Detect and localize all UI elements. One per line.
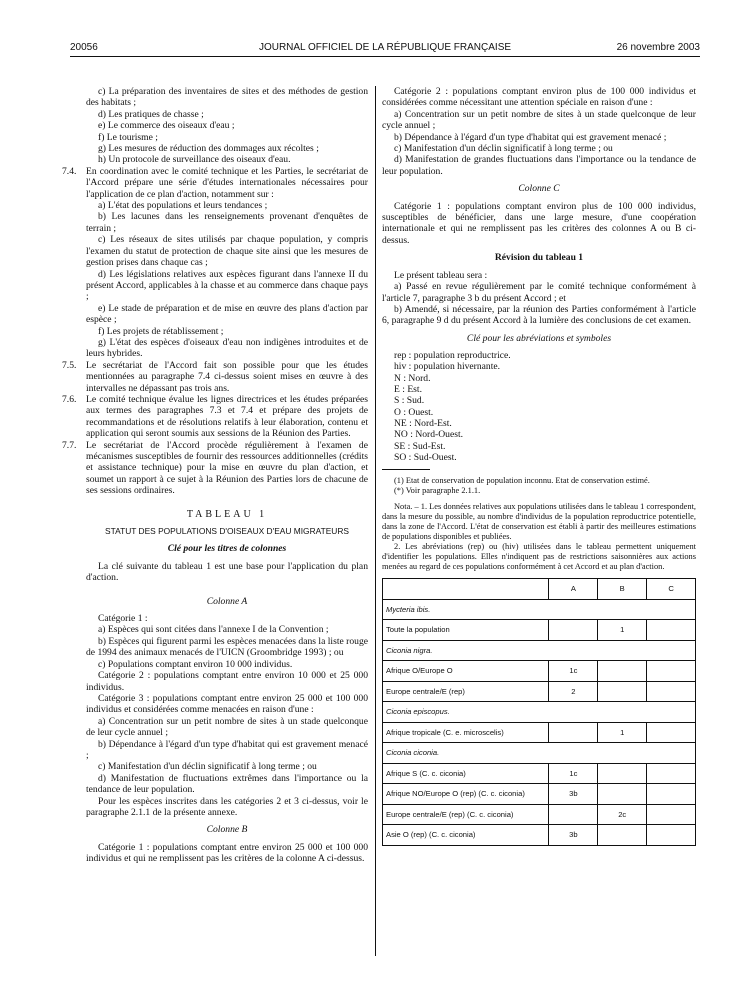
list-item: d) Manifestation de grandes fluctuations dans l'importance ou la tendance de leur population. xyxy=(382,154,696,177)
list-item: g) L'état des espèces d'oiseaux d'eau non indigènes introduites et de leurs hybrides. xyxy=(86,336,368,360)
column-heading: Colonne B xyxy=(206,824,248,836)
list-item: c) Populations comptant environ 10 000 individus. xyxy=(98,658,293,670)
list-item: S : Sud. xyxy=(394,395,425,407)
section-number: 7.7. xyxy=(62,439,77,451)
list-item: b) Dépendance à l'égard d'un type d'habitat qui est gravement menacé ; xyxy=(394,131,667,143)
cell-c xyxy=(647,722,696,743)
species-row xyxy=(383,702,696,723)
cell-c xyxy=(647,763,696,784)
paragraph: Le présent tableau sera : xyxy=(394,269,488,281)
list-item: b) Dépendance à l'égard d'un type d'habitat qui est gravement menacé ; xyxy=(86,738,368,761)
section-7-5 xyxy=(62,359,368,394)
row-label: Afrique tropicale (C. e. microscelis) xyxy=(383,722,549,743)
table-row xyxy=(383,681,696,702)
row-label: Afrique S (C. c. ciconia) xyxy=(383,763,549,784)
cell-c xyxy=(647,681,696,702)
list-item: c) Manifestation d'un déclin significatif à long terme ; ou xyxy=(98,761,317,773)
list-item: b) Espèces qui figurent parmi les espèces menacées dans la liste rouge de 1994 des animaux menacés de l'UICN (Groombridge 1993) ; ou xyxy=(86,635,368,659)
section-text: Le secrétariat de l'Accord procède régulièrement à l'examen de mécanismes susceptibles de fournir des ressources additionnelles (crédits et assistance technique) pour la mise en œuvre du plan d'action, et soumet un rapport à ce sujet à la Réunion des Parties lors de chacune de ses sessions ordinaires. xyxy=(86,439,368,497)
table-row xyxy=(383,825,696,846)
row-label: Asie O (rep) (C. c. ciconia) xyxy=(383,825,549,846)
section-heading: Clé pour les titres de colonnes xyxy=(167,543,287,555)
list-item: O : Ouest. xyxy=(394,406,434,418)
paragraph: Catégorie 2 : populations comptant entre environ 10 000 et 25 000 individus. xyxy=(86,670,368,693)
paragraph: La clé suivante du tableau 1 est une base pour l'application du plan d'action. xyxy=(86,560,368,584)
list-item: rep : population reproductrice. xyxy=(394,350,511,362)
left-column xyxy=(62,86,368,865)
cell-c xyxy=(647,825,696,846)
right-column xyxy=(382,86,696,846)
row-label: Mycteria ibis. xyxy=(383,599,696,620)
section-heading: Clé pour les abréviations et symboles xyxy=(466,332,612,344)
cell-a: 2 xyxy=(549,681,598,702)
section-7-7 xyxy=(62,439,368,497)
cell-c xyxy=(647,620,696,641)
cell-a xyxy=(549,620,598,641)
footnote: (1) Etat de conservation de population inconnu. Etat de conservation estimé. xyxy=(394,476,650,486)
cell-a: 3b xyxy=(549,825,598,846)
species-row xyxy=(383,599,696,620)
header-cell-b: B xyxy=(598,579,647,600)
list-item: h) Un protocole de surveillance des oiseaux d'eau. xyxy=(98,154,291,166)
cell-a xyxy=(549,722,598,743)
column-heading: Colonne A xyxy=(206,595,248,607)
section-heading: Révision du tableau 1 xyxy=(494,252,584,264)
cell-b xyxy=(598,681,647,702)
row-label: Europe centrale/E (rep) (C. c. ciconia) xyxy=(383,804,549,825)
header-rule xyxy=(70,56,700,57)
list-item: SO : Sud-Ouest. xyxy=(394,451,457,463)
section-text: Le comité technique évalue les lignes directrices et les études préparées aux termes des paragraphes 7.3 et 7.4 et prépare des projets de recommandations et de résolutions relatifs à leur élaboration, contenu et application qui seront soumis aux sessions de la Réunion des Parties. xyxy=(86,393,368,440)
table-row xyxy=(383,722,696,743)
section-number: 7.5. xyxy=(62,359,77,371)
list-item: f) Les projets de rétablissement ; xyxy=(98,325,224,337)
cell-c xyxy=(647,661,696,682)
section-7-4 xyxy=(62,165,368,200)
list-item: g) Les mesures de réduction des dommages aux récoltes ; xyxy=(98,143,319,155)
list-item: a) Passé en revue régulièrement par le comité technique conformément à l'article 7, paragraphe 3 b du présent Accord ; et xyxy=(382,281,696,304)
publication-date: 26 novembre 2003 xyxy=(616,42,700,53)
cell-a: 1c xyxy=(549,661,598,682)
paragraph: Catégorie 3 : populations comptant entre environ 25 000 et 100 000 individus et considérées comme menacées en raison d'une : xyxy=(86,692,368,716)
species-row xyxy=(383,743,696,764)
note: 2. Les abréviations (rep) ou (hiv) utilisées dans le tableau permettent uniquement d'identifier les populations. Elles n'indiquent pas de restrictions saisonnières aux actions menées au regard de ces populations conformément à cet Accord et au plan d'action. xyxy=(382,542,696,572)
cell-c xyxy=(647,784,696,805)
cell-b xyxy=(598,661,647,682)
list-item: a) L'état des populations et leurs tendances ; xyxy=(98,200,268,212)
list-item: e) Le commerce des oiseaux d'eau ; xyxy=(98,120,235,132)
list-item: d) Les pratiques de chasse ; xyxy=(98,108,204,120)
table-header-row xyxy=(383,579,696,600)
journal-title: JOURNAL OFFICIEL DE LA RÉPUBLIQUE FRANÇAISE xyxy=(258,42,512,53)
footnote: (*) Voir paragraphe 2.1.1. xyxy=(394,486,481,496)
paragraph: Pour les espèces inscrites dans les catégories 2 et 3 ci-dessus, voir le paragraphe 2.1.1 de la présente annexe. xyxy=(86,795,368,818)
paragraph: Catégorie 1 : populations comptant entre environ 25 000 et 100 000 individus et qui ne remplissent pas les critères de la colonne A ci-dessus. xyxy=(86,841,368,865)
abbreviation-list xyxy=(382,350,696,463)
column-heading: Colonne C xyxy=(518,183,560,195)
cell-b: 1 xyxy=(598,620,647,641)
table-row xyxy=(383,620,696,641)
list-item: a) Concentration sur un petit nombre de sites à un stade quelconque de leur cycle annuel ; xyxy=(86,715,368,739)
list-item: E : Est. xyxy=(394,384,422,396)
cell-b: 1 xyxy=(598,722,647,743)
list-item: NE : Nord-Est. xyxy=(394,417,452,429)
table-row xyxy=(383,763,696,784)
cell-a: 3b xyxy=(549,784,598,805)
footnote-rule xyxy=(382,469,430,470)
section-text: Le secrétariat de l'Accord fait son possible pour que les études mentionnées au paragraphe 7.4 ci-dessus soient mises en œuvre à des intervalles ne dépassant pas trois ans. xyxy=(86,359,368,394)
row-label: Ciconia episcopus. xyxy=(383,702,696,723)
row-label: Toute la population xyxy=(383,620,549,641)
footnotes xyxy=(382,476,696,572)
list-item: c) La préparation des inventaires de sites et des méthodes de gestion des habitats ; xyxy=(86,86,368,109)
section-number: 7.4. xyxy=(62,165,77,177)
paragraph: Catégorie 2 : populations comptant environ plus de 100 000 individus et considérées comme nécessitant une attention spéciale en raison d'une : xyxy=(382,86,696,109)
tableau-title: TABLEAU 1 xyxy=(186,508,268,520)
row-label: Ciconia nigra. xyxy=(383,640,696,661)
paragraph: Catégorie 1 : xyxy=(98,613,148,625)
section-text: En coordination avec le comité technique et les Parties, le secrétariat de l'Accord prépare une série d'études internationales nécessaires pour l'application de ce plan d'action, notamment sur : xyxy=(86,165,368,200)
table-row xyxy=(383,661,696,682)
cell-b: 2c xyxy=(598,804,647,825)
list-item: a) Concentration sur un petit nombre de sites à un stade quelconque de leur cycle annuel ; xyxy=(382,108,696,132)
column-divider xyxy=(375,86,376,956)
species-row xyxy=(383,640,696,661)
list-item: c) Manifestation d'un déclin significatif à long terme ; ou xyxy=(394,143,613,155)
list-item: b) Les lacunes dans les renseignements provenant d'enquêtes de terrain ; xyxy=(86,211,368,234)
list-item: N : Nord. xyxy=(394,372,431,384)
row-label: Europe centrale/E (rep) xyxy=(383,681,549,702)
cell-a xyxy=(549,804,598,825)
table-row xyxy=(383,804,696,825)
list-item: d) Les législations relatives aux espèces figurant dans l'annexe II du présent Accord, applicables à la chasse et au commerce dans chaque pays ; xyxy=(86,268,368,303)
population-status-table xyxy=(382,578,696,846)
list-item: f) Le tourisme ; xyxy=(98,131,158,143)
cell-b xyxy=(598,784,647,805)
page-number: 20056 xyxy=(70,42,98,53)
header-cell-label xyxy=(383,579,549,600)
row-label: Afrique O/Europe O xyxy=(383,661,549,682)
list-item: a) Espèces qui sont citées dans l'annexe I de la Convention ; xyxy=(98,624,329,636)
header-cell-c: C xyxy=(647,579,696,600)
list-item: NO : Nord-Ouest. xyxy=(394,429,464,441)
paragraph: Catégorie 1 : populations comptant environ plus de 100 000 individus, susceptibles de bénéficier, dans une large mesure, d'une coopération internationale et qui ne remplissent pas les critères des colonnes A ou B ci-dessus. xyxy=(382,200,696,246)
row-label: Ciconia ciconia. xyxy=(383,743,696,764)
section-number: 7.6. xyxy=(62,393,77,405)
cell-b xyxy=(598,825,647,846)
list-item: SE : Sud-Est. xyxy=(394,440,446,452)
list-item: hiv : population hivernante. xyxy=(394,361,501,373)
list-item: b) Amendé, si nécessaire, par la réunion des Parties conformément à l'article 6, paragraphe 9 d du présent Accord à la lumière des conclusions de cet examen. xyxy=(382,303,696,327)
list-item: c) Les réseaux de sites utilisés par chaque population, y compris l'examen du statut de protection de chaque site ainsi que les mesures de gestion prises dans chaque cas ; xyxy=(86,234,368,269)
list-item: e) Le stade de préparation et de mise en œuvre des plans d'action par espèce ; xyxy=(86,302,368,326)
tableau-subtitle: STATUT DES POPULATIONS D'OISEAUX D'EAU MIGRATEURS xyxy=(105,526,349,537)
page-header xyxy=(70,42,700,56)
list-item: d) Manifestation de fluctuations extrêmes dans l'importance ou la tendance de leur population. xyxy=(86,772,368,796)
header-cell-a: A xyxy=(549,579,598,600)
cell-c xyxy=(647,804,696,825)
note: Nota. – 1. Les données relatives aux populations utilisées dans le tableau 1 correspondent, dans la mesure du possible, au nombre d'individus de la population reproductrice potentielle, dans la zone de l'Accord. L'état de conservation est établi à partir des meilleures estimations de populations disponibles et publiées. xyxy=(382,502,696,542)
table-row xyxy=(383,784,696,805)
row-label: Afrique NO/Europe O (rep) (C. c. ciconia) xyxy=(383,784,549,805)
section-7-6 xyxy=(62,393,368,440)
cell-b xyxy=(598,763,647,784)
cell-a: 1c xyxy=(549,763,598,784)
